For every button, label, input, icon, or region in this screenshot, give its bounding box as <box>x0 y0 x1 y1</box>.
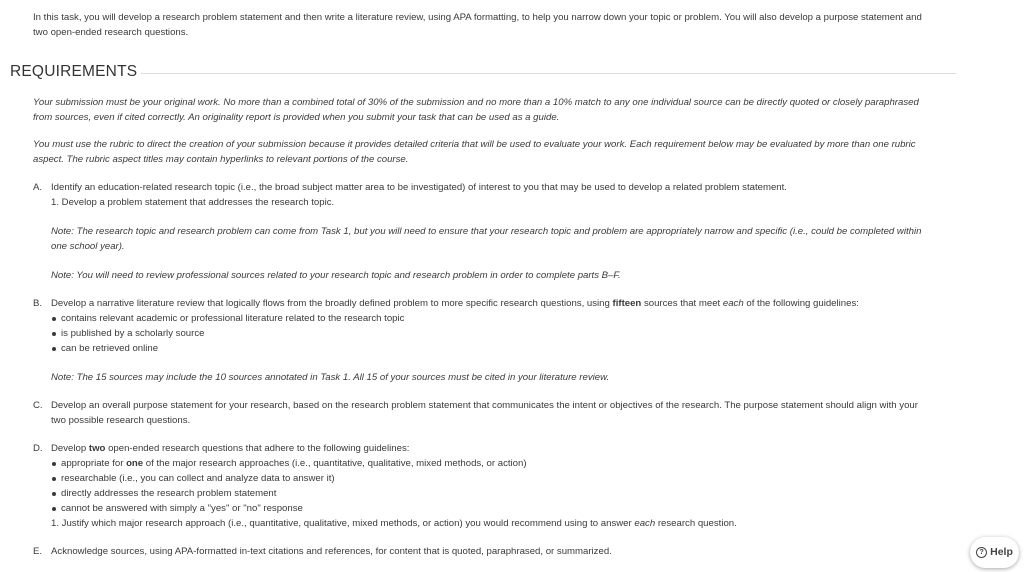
requirements-heading <box>10 62 956 82</box>
requirement-e-label: E. <box>33 546 43 557</box>
requirement-b-bold: fifteen <box>612 298 642 309</box>
requirement-c-text: Develop an overall purpose statement for your research, based on the research problem statement that communicates the intent or objectives of the research. The purpose statement should align with your two possible research questions. <box>51 400 918 426</box>
item-text-post: research question. <box>655 518 737 529</box>
requirement-d-text: Develop <box>51 443 89 454</box>
rubric-note: You must use the rubric to direct the creation of your submission because it provides detailed criteria that will be used to evaluate your work. Each requirement below may be evaluated by more than one rubric aspect. The rubric aspect titles may contain hyperlinks to relevant portions of the course. <box>33 139 916 165</box>
list-item: directly addresses the research problem statement <box>51 486 933 501</box>
requirement-d-bullets <box>33 456 933 516</box>
item-italic: each <box>634 518 656 529</box>
bullet-bold: one <box>126 458 144 469</box>
requirements-title: REQUIREMENTS <box>10 63 138 80</box>
requirement-b <box>33 296 933 385</box>
list-item: is published by a scholarly source <box>51 326 933 341</box>
requirement-e <box>33 544 933 559</box>
help-button[interactable] <box>970 537 1019 568</box>
requirement-a-note-1: Note: The research topic and research problem can come from Task 1, but you will need to ensure that your research topic and problem are appropriately narrow and specific (i.e., could be completed within one school year). <box>51 226 922 252</box>
requirement-d-text-post: open-ended research questions that adhere to the following guidelines: <box>105 443 410 454</box>
originality-note: Your submission must be your original work. No more than a combined total of 30% of the submission and no more than a 10% match to any one individual source can be directly quoted or closely paraphrased from sources, even if cited correctly. An originality report is provided when you submit your task that can be used as a guide. <box>33 97 919 123</box>
requirement-a-label: A. <box>33 182 43 193</box>
item-text: 1. Justify which major research approach (i.e., quantitative, qualitative, mixed methods, or action) you would recommend using to answer <box>51 518 635 529</box>
requirement-c <box>33 398 933 428</box>
requirements-content <box>33 95 933 572</box>
list-item: contains relevant academic or professional literature related to the research topic <box>51 311 933 326</box>
help-label: Help <box>990 546 1013 558</box>
requirement-d-label: D. <box>33 443 43 454</box>
requirement-b-text-post: of the following guidelines: <box>743 298 859 309</box>
list-item: cannot be answered with simply a "yes" or "no" response <box>51 501 933 516</box>
requirement-a-text: Identify an education-related research topic (i.e., the broad subject matter area to be investigated) of interest to you that may be used to develop a related problem statement. <box>51 182 787 193</box>
requirement-b-bullets <box>33 311 933 356</box>
heading-divider <box>141 73 956 74</box>
bullet-text: appropriate for <box>61 458 127 469</box>
intro-paragraph: In this task, you will develop a research problem statement and then write a literature review, using APA formatting, to help you narrow down your topic or problem. You will also develop a purpose statement and two open-ended research questions. <box>33 12 922 38</box>
requirement-c-label: C. <box>33 400 43 411</box>
requirement-a-note-2: Note: You will need to review professional sources related to your research topic and research problem in order to complete parts B–F. <box>51 270 621 281</box>
list-item: can be retrieved online <box>51 341 933 356</box>
requirement-b-text-mid: sources that meet <box>641 298 723 309</box>
bullet-text-post: of the major research approaches (i.e., quantitative, qualitative, mixed methods, or action) <box>143 458 527 469</box>
question-circle-icon: ? <box>976 547 987 558</box>
requirement-e-text: Acknowledge sources, using APA-formatted in-text citations and references, for content that is quoted, paraphrased, or summarized. <box>51 546 612 557</box>
list-item <box>51 456 933 471</box>
list-item: researchable (i.e., you can collect and analyze data to answer it) <box>51 471 933 486</box>
requirement-b-text: Develop a narrative literature review that logically flows from the broadly defined problem to more specific research questions, using <box>51 298 613 309</box>
requirement-b-note: Note: The 15 sources may include the 10 sources annotated in Task 1. All 15 of your sources must be cited in your literature review. <box>51 372 610 383</box>
requirement-d <box>33 441 933 531</box>
requirement-d-bold: two <box>88 443 106 454</box>
requirement-a-item-1: 1. Develop a problem statement that addresses the research topic. <box>51 197 335 208</box>
requirement-a <box>33 180 933 283</box>
requirement-d-item-1 <box>33 516 933 531</box>
requirement-b-italic: each <box>722 298 744 309</box>
requirement-b-label: B. <box>33 298 43 309</box>
